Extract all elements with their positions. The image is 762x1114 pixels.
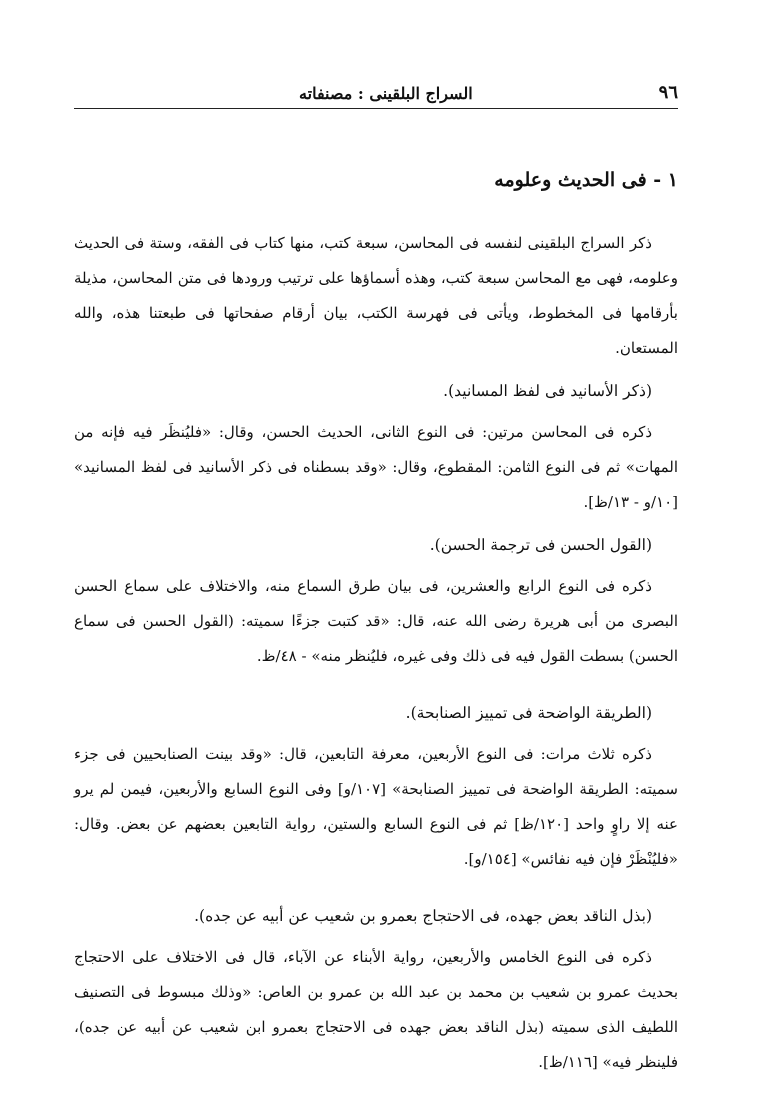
entry-title-3: (الطريقة الواضحة فى تمييز الصنابحة). [405, 704, 652, 722]
entry-text-4: ذكره فى النوع الخامس والأربعين، رواية الأبناء عن الآباء، قال فى الاختلاف على الاحتجاج بحديث عمرو بن شعيب بن محمد بن عبد الله بن عمرو بن العاص: «وذلك مبسوط فى التصنيف اللطيف الذى سميته (بذل الناقد بعض جهده فى الاحتجاج بعمرو ابن شعيب عن أبيه عن جده)، فلينظر فيه» [١١٦/ظ]. [74, 948, 678, 1071]
entry-text-1: ذكره فى المحاسن مرتين: فى النوع الثانى، الحديث الحسن، وقال: «فليُنظَر فيه فإنه من المهات» ثم فى النوع الثامن: المقطوع، وقال: «وقد بسطناه فى ذكر الأسانيد فى لفظ المسانيد» [١٠/و - ١٣/ظ]. [74, 423, 678, 511]
entry-title-2: (القول الحسن فى ترجمة الحسن). [429, 536, 652, 554]
running-header [74, 72, 678, 109]
page-content [74, 160, 678, 1088]
entry-text-3: ذكره ثلاث مرات: فى النوع الأربعين، معرفة التابعين، قال: «وقد بينت الصنابحيين فى جزء سميته: الطريقة الواضحة فى تمييز الصنابحة» [١٠٧/و] وفى النوع السابع والأربعين، فيمن لم يرو عنه إلا راوٍ واحد [١٢٠/ظ] ثم فى النوع السابع والستين، رواية التابعين بعضهم عن بعض. وقال: «فليُنْظَرْ فإن فيه نفائس» [١٥٤/و]. [74, 745, 678, 868]
page-number: ٩٦ [658, 82, 678, 103]
entry-text-2: ذكره فى النوع الرابع والعشرين، فى بيان طرق السماع منه، والاختلاف على سماع الحسن البصرى من أبى هريرة رضى الله عنه، قال: «قد كتبت جزءًا سميته: (القول الحسن فى سماع الحسن) بسطت القول فيه فى ذلك وفى غيره، فليُنظر منه» - ٤٨/ظ. [74, 577, 678, 665]
running-title: السراج البلقينى : مصنفاته [299, 84, 473, 103]
entry-title-1: (ذكر الأسانيد فى لفظ المسانيد). [443, 382, 652, 400]
entry-title-4: (بذل الناقد بعض جهده، فى الاحتجاج بعمرو بن شعيب عن أبيه عن جده). [194, 907, 652, 925]
section-heading: ١ - فى الحديث وعلومه [494, 169, 678, 191]
intro-paragraph: ذكر السراج البلقينى لنفسه فى المحاسن، سبعة كتب، منها كتاب فى الفقه، وستة فى الحديث وعلومه، فهى مع المحاسن سبعة كتب، وهذه أسماؤها على ترتيب ورودها فى متن المحاسن، مذيلة بأرقامها فى المخطوط، ويأتى فى فهرسة الكتب، بيان أرقام صفحاتها فى طبعتنا هذه، والله المستعان. [74, 234, 678, 357]
